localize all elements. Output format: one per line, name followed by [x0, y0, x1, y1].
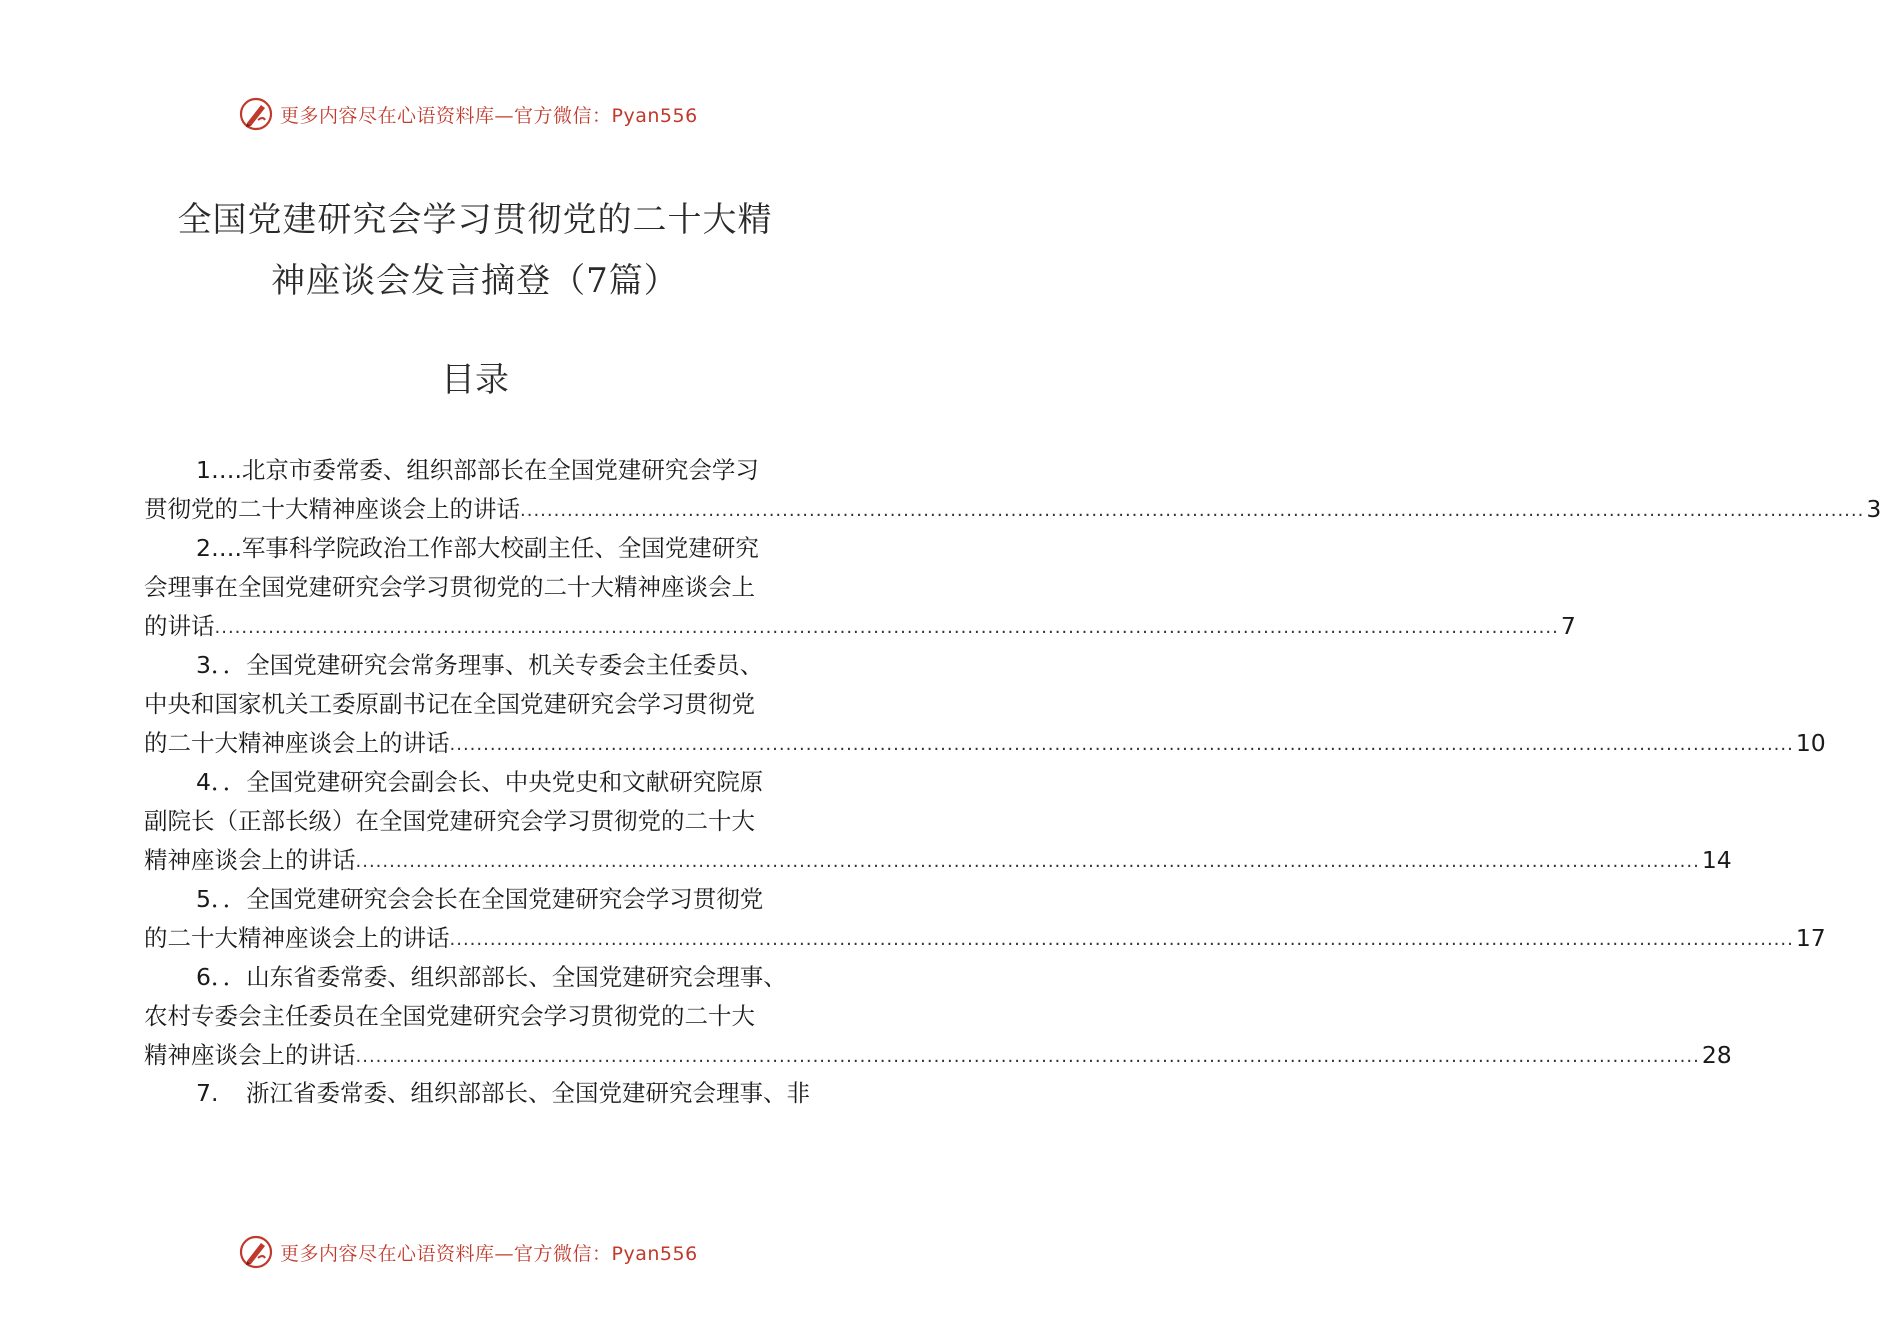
toc-entry-line: 1….北京市委常委、组织部部长在全国党建研究会学习 — [196, 456, 759, 484]
toc-page-number: 7 — [1560, 612, 1576, 640]
top-watermark-banner — [0, 94, 950, 134]
banner-wechat-id: Pyan556 — [611, 1242, 698, 1265]
toc-entry-7[interactable] — [196, 1074, 810, 1113]
toc-entry[interactable] — [144, 958, 1732, 1075]
toc-entry-7-text: 浙江省委常委、组织部部长、全国党建研究会理事、非 — [246, 1079, 810, 1107]
toc-entry-7-number: 7. — [196, 1079, 219, 1107]
toc-entry[interactable] — [144, 763, 1732, 880]
toc-entry[interactable] — [144, 529, 1576, 646]
toc-entry-line: 副院长（正部长级）在全国党建研究会学习贯彻党的二十大 — [144, 807, 755, 835]
toc-dot-leader: ........................................................................................................................................................................................................ — [449, 929, 1794, 950]
toc-entry-text: 的讲话 — [144, 612, 215, 640]
pen-logo-icon — [238, 1234, 274, 1270]
toc-heading: 目录 — [441, 360, 509, 400]
toc-dot-leader: ........................................................................................................................................................................................................ — [214, 617, 1559, 638]
banner-text: 更多内容尽在心语资料库—官方微信： — [280, 1242, 612, 1265]
toc-entry[interactable] — [144, 880, 1826, 958]
toc-entry-last-line — [144, 919, 1826, 958]
toc-dot-leader: ........................................................................................................................................................................................................ — [520, 500, 1865, 521]
toc-entry-line: 6．．山东省委常委、组织部部长、全国党建研究会理事、 — [196, 963, 787, 991]
toc-entry-line: 5．．全国党建研究会会长在全国党建研究会学习贯彻党 — [196, 885, 764, 913]
toc-page-number: 17 — [1795, 924, 1826, 952]
toc-dot-leader: ........................................................................................................................................................................................................ — [449, 734, 1794, 755]
toc-page-number: 28 — [1701, 1041, 1732, 1069]
document-title-line-1: 全国党建研究会学习贯彻党的二十大精 — [177, 200, 773, 240]
toc-dot-leader: ........................................................................................................................................................................................................ — [355, 851, 1700, 872]
toc-entry-text: 的二十大精神座谈会上的讲话 — [144, 729, 450, 757]
toc-entry-text: 的二十大精神座谈会上的讲话 — [144, 924, 450, 952]
pen-logo-icon — [238, 96, 274, 132]
toc-entry-line: 3．．全国党建研究会常务理事、机关专委会主任委员、 — [196, 651, 764, 679]
toc-entry-last-line — [144, 1036, 1732, 1075]
bottom-watermark-banner — [0, 1232, 950, 1272]
toc-entry-line: 中央和国家机关工委原副书记在全国党建研究会学习贯彻党 — [144, 690, 755, 718]
toc-entry-text: 精神座谈会上的讲话 — [144, 846, 356, 874]
toc-entry[interactable] — [144, 646, 1826, 763]
document-title-line-2: 神座谈会发言摘登（7篇） — [271, 261, 679, 301]
toc-entry-text: 贯彻党的二十大精神座谈会上的讲话 — [144, 495, 520, 523]
toc-entry-line: 2….军事科学院政治工作部大校副主任、全国党建研究 — [196, 534, 759, 562]
toc-entry-last-line — [144, 607, 1576, 646]
toc-dot-leader: ........................................................................................................................................................................................................ — [355, 1046, 1700, 1067]
toc-page-number: 10 — [1795, 729, 1826, 757]
toc-entry-line: 会理事在全国党建研究会学习贯彻党的二十大精神座谈会上 — [144, 573, 755, 601]
toc-page-number: 14 — [1701, 846, 1732, 874]
toc-entry-line: 4．．全国党建研究会副会长、中央党史和文献研究院原 — [196, 768, 764, 796]
toc-page-number: 3 — [1866, 495, 1881, 523]
toc-entry-line: 农村专委会主任委员在全国党建研究会学习贯彻党的二十大 — [144, 1002, 755, 1030]
table-of-contents — [144, 451, 1881, 1075]
toc-entry-last-line — [144, 841, 1732, 880]
toc-entry[interactable] — [144, 451, 1881, 529]
toc-entry-last-line — [144, 724, 1826, 763]
banner-wechat-id: Pyan556 — [611, 104, 698, 127]
toc-entry-text: 精神座谈会上的讲话 — [144, 1041, 356, 1069]
toc-entry-last-line — [144, 490, 1881, 529]
banner-text: 更多内容尽在心语资料库—官方微信： — [280, 104, 612, 127]
